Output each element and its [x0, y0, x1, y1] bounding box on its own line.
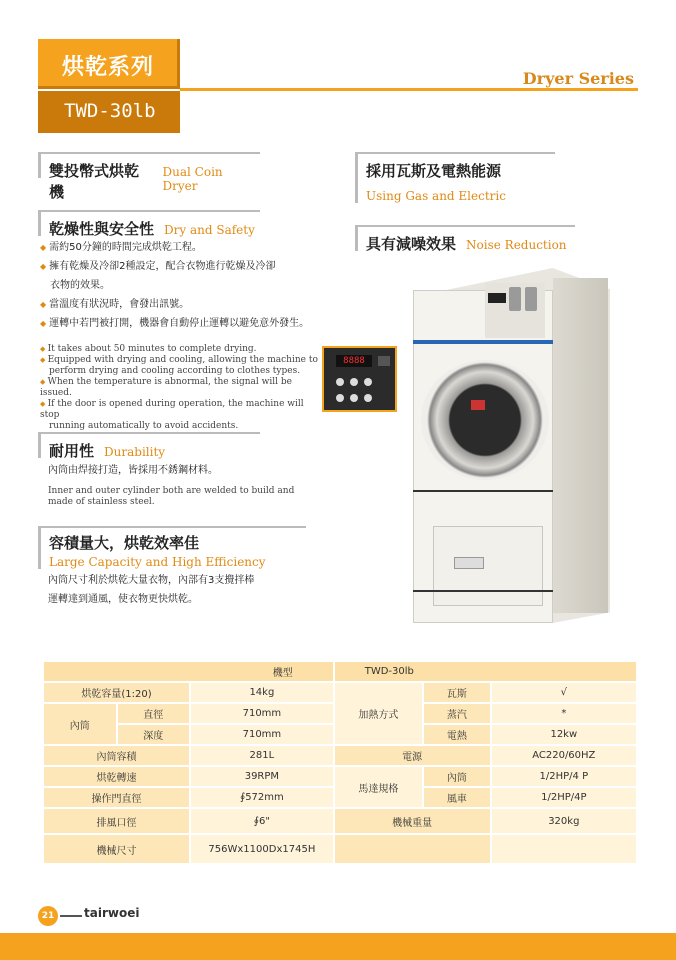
series-title: 烘乾系列 — [62, 55, 155, 80]
table-cell: 風車 — [424, 788, 490, 807]
control-panel-closeup — [322, 346, 397, 412]
blue-stripe — [413, 340, 553, 344]
table-cell: 710mm — [191, 725, 333, 744]
table-cell: 內筒 — [424, 767, 490, 786]
warning-label — [471, 400, 485, 410]
table-cell: 電源 — [335, 746, 490, 765]
logo-swoosh — [60, 915, 82, 917]
section-heading: 雙投幣式烘乾機 — [49, 162, 140, 201]
table-cell: 39RPM — [191, 767, 333, 786]
list-item: ◆ 需約50分鐘的時間完成烘乾工程。 — [40, 242, 202, 253]
table-cell: 756Wx1100Dx1745H — [191, 835, 333, 863]
section-dry-safety — [38, 210, 260, 236]
coin-panel — [485, 283, 545, 338]
panel-button — [336, 394, 344, 402]
list-item: ◆ When the temperature is abnormal, the signal will be issued. — [40, 377, 292, 398]
table-cell: * — [492, 704, 636, 723]
table-cell: 電熱 — [424, 725, 490, 744]
list-item-continued: 衣物的效果。 — [50, 280, 110, 291]
table-row — [44, 662, 636, 681]
table-cell: 排風口徑 — [44, 809, 189, 833]
section-heading: 乾燥性與安全性 — [49, 220, 155, 238]
panel-button — [336, 378, 344, 386]
footer-bar — [0, 933, 676, 960]
table-cell — [492, 835, 636, 863]
table-cell: 內筒容積 — [44, 746, 189, 765]
dry-safety-bullets-zh — [40, 238, 340, 333]
capacity-text-2: 運轉達到通風，使衣物更快烘乾。 — [48, 594, 198, 605]
table-cell: 機型 — [44, 662, 333, 681]
panel-button — [350, 378, 358, 386]
table-cell: 710mm — [191, 704, 333, 723]
table-row — [44, 683, 636, 702]
table-cell: 烘乾容量(1:20) — [44, 683, 189, 702]
table-cell: 1/2HP/4 P — [492, 767, 636, 786]
section-heading-en: Large Capacity and High Efficiency — [49, 555, 266, 569]
section-heading-en: Durability — [104, 445, 166, 459]
section-heading: 容積量大，烘乾效率佳 — [49, 534, 200, 552]
section-heading: 採用瓦斯及電熱能源 — [366, 162, 502, 180]
table-cell: 機械重量 — [335, 809, 490, 833]
table-cell: 馬達規格 — [335, 767, 422, 807]
table-cell: ∮572mm — [191, 788, 333, 807]
model-tab — [38, 91, 180, 133]
table-cell: 操作門直徑 — [44, 788, 189, 807]
spec-table — [42, 660, 638, 865]
table-row — [44, 767, 636, 786]
table-cell: 瓦斯 — [424, 683, 490, 702]
table-cell: 深度 — [118, 725, 190, 744]
list-item: ◆ 運轉中若門被打開，機器會自動停止運轉以避免意外發生。 — [40, 318, 310, 329]
table-cell: 12kw — [492, 725, 636, 744]
panel-button — [364, 394, 372, 402]
dryer-door — [421, 360, 549, 480]
table-cell: 320kg — [492, 809, 636, 833]
table-row — [44, 835, 636, 863]
series-english-title: Dryer Series — [522, 69, 634, 88]
section-gas-electric — [355, 152, 555, 203]
table-cell: 機械尺寸 — [44, 835, 189, 863]
table-cell: 281L — [191, 746, 333, 765]
panel-seam — [413, 490, 553, 492]
section-heading-en: Dry and Safety — [164, 223, 255, 237]
lint-drawer — [433, 526, 543, 606]
brand-logo: tairwoei — [84, 906, 140, 920]
table-cell: √ — [492, 683, 636, 702]
page-number: 21 — [38, 906, 58, 926]
section-noise — [355, 225, 575, 251]
section-heading: 具有減噪效果 — [366, 235, 457, 253]
table-cell: 蒸汽 — [424, 704, 490, 723]
table-cell: 內筒 — [44, 704, 116, 744]
list-item: ◆ 擁有乾燥及冷卻2種設定，配合衣物進行乾燥及冷卻 — [40, 261, 276, 272]
section-durability — [38, 432, 260, 458]
table-cell: 烘乾轉速 — [44, 767, 189, 786]
section-heading-en: Dual Coin Dryer — [162, 165, 223, 193]
series-tab — [38, 39, 180, 89]
durability-text-en-2: made of stainless steel. — [48, 497, 155, 507]
panel-button — [364, 378, 372, 386]
list-item: ◆ If the door is opened during operation, the machine will stop — [40, 399, 304, 420]
section-dual-coin — [38, 152, 260, 201]
section-heading-en: Noise Reduction — [466, 238, 567, 252]
table-cell: TWD-30lb — [335, 662, 636, 681]
table-cell: 1/2HP/4P — [492, 788, 636, 807]
capacity-text-1: 內筒尺寸利於烘乾大量衣物，內部有3支攪拌棒 — [48, 575, 255, 586]
section-capacity — [38, 526, 306, 569]
table-row — [44, 746, 636, 765]
header-rule — [180, 88, 638, 91]
dryer-side — [553, 278, 608, 613]
panel-seam — [413, 590, 553, 592]
table-cell: 直徑 — [118, 704, 190, 723]
dryer-machine-image — [405, 268, 610, 623]
table-row — [44, 809, 636, 833]
table-cell — [335, 835, 490, 863]
section-heading-en: Using Gas and Electric — [366, 189, 506, 203]
section-heading: 耐用性 — [49, 442, 95, 460]
panel-indicator — [378, 356, 390, 366]
table-cell: 14kg — [191, 683, 333, 702]
list-item: ◆ 當溫度有狀況時，會發出訊號。 — [40, 299, 190, 310]
durability-text-en-1: Inner and outer cylinder both are welded to build and — [48, 486, 295, 496]
table-cell: 加熱方式 — [335, 683, 422, 744]
table-cell: ∮6" — [191, 809, 333, 833]
model-title: TWD-30lb — [64, 100, 156, 122]
list-item-continued: perform drying and cooling according to clothes types. — [49, 366, 301, 376]
list-item: ◆ It takes about 50 minutes to complete drying. — [40, 344, 257, 354]
table-cell: AC220/60HZ — [492, 746, 636, 765]
durability-text-zh: 內筒由焊接打造，皆採用不銹鋼材料。 — [48, 465, 218, 476]
dry-safety-bullets-en — [40, 344, 325, 432]
panel-button — [350, 394, 358, 402]
list-item: ◆ Equipped with drying and cooling, allowing the machine to — [40, 355, 318, 365]
list-item-continued: running automatically to avoid accidents. — [49, 421, 239, 431]
panel-display: 8888 — [336, 355, 372, 367]
